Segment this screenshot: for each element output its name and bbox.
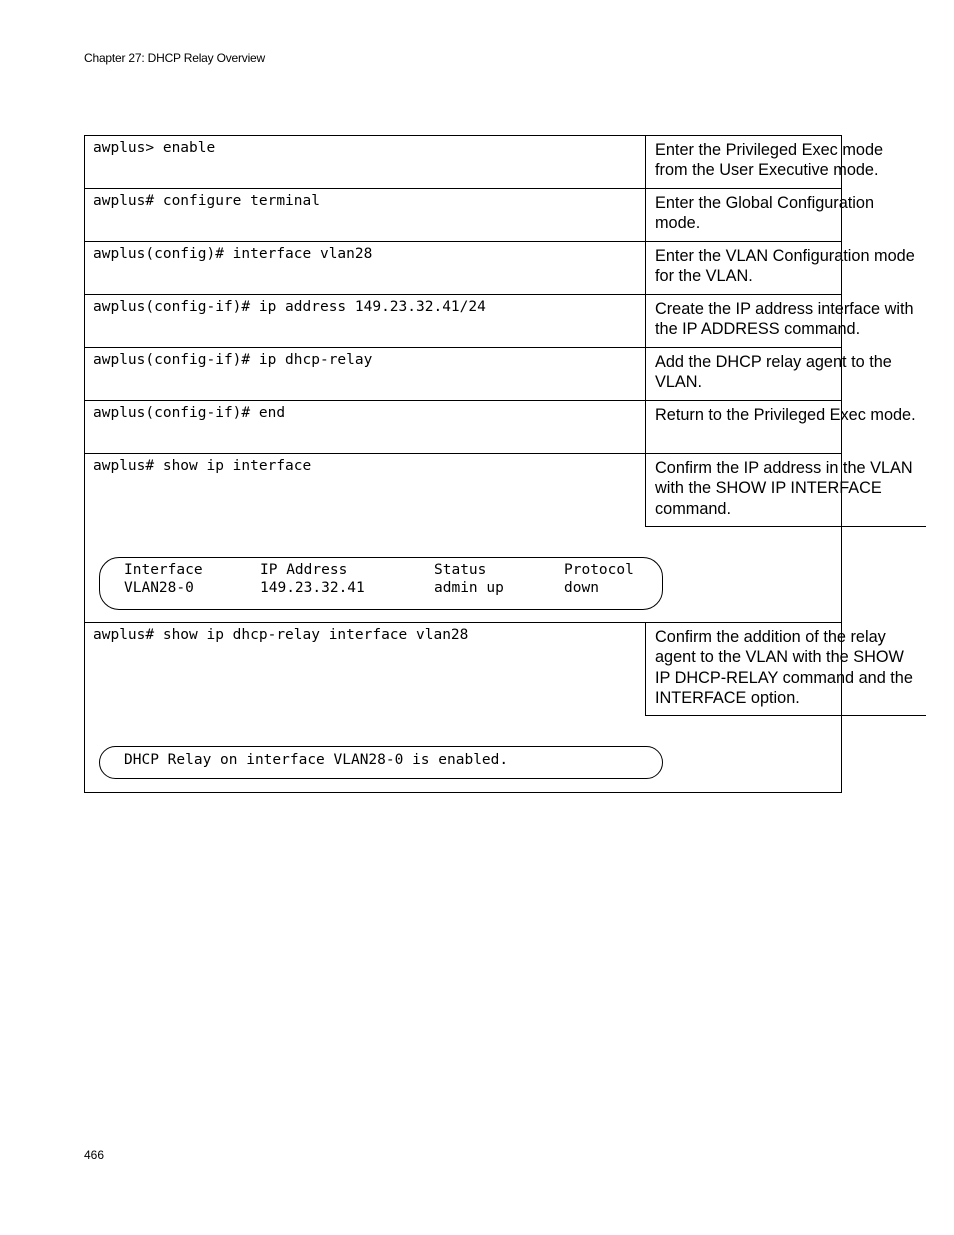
command-text: awplus(config-if)# end	[93, 405, 286, 421]
command-text: awplus# show ip interface	[93, 458, 312, 474]
output-line: DHCP Relay on interface VLAN28-0 is enabled.	[124, 752, 509, 768]
dhcp-relay-output	[99, 746, 663, 779]
page-number: 466	[84, 1148, 105, 1162]
table-row	[84, 135, 884, 188]
command-text: awplus(config-if)# ip address 149.23.32.41/24	[93, 299, 486, 315]
ip-interface-output	[99, 557, 663, 610]
command-text: awplus(config-if)# ip dhcp-relay	[93, 352, 373, 368]
output-value-interface: VLAN28-0	[124, 580, 194, 596]
output-header-status: Status	[434, 562, 487, 578]
description-text: Enter the Global Configuration mode.	[645, 188, 926, 241]
output-value-ip-address: 149.23.32.41	[260, 580, 365, 596]
table-row	[84, 347, 892, 400]
output-header-protocol: Protocol	[564, 562, 634, 578]
table-row	[84, 241, 915, 294]
table-row	[84, 188, 875, 241]
output-value-status: admin up	[434, 580, 504, 596]
description-text: Create the IP address interface with the IP ADDRESS command.	[645, 294, 926, 347]
command-text: awplus# show ip dhcp-relay interface vlan28	[93, 627, 469, 643]
description-text: Return to the Privileged Exec mode.	[645, 400, 926, 453]
description-text: Enter the VLAN Configuration mode for the VLAN.	[645, 241, 926, 294]
output-header-ip-address: IP Address	[260, 562, 348, 578]
description-text: Confirm the addition of the relay agent to the VLAN with the SHOW IP DHCP-RELAY command and the INTERFACE option.	[645, 622, 926, 716]
output-value-protocol: down	[564, 580, 599, 596]
command-text: awplus(config)# interface vlan28	[93, 246, 373, 262]
table-row	[84, 400, 916, 453]
table-row	[84, 294, 914, 347]
command-text: awplus# configure terminal	[93, 193, 320, 209]
description-text: Add the DHCP relay agent to the VLAN.	[645, 347, 926, 400]
chapter-header: Chapter 27: DHCP Relay Overview	[84, 51, 265, 65]
description-text: Confirm the IP address in the VLAN with the SHOW IP INTERFACE command.	[645, 453, 926, 527]
output-header-interface: Interface	[124, 562, 203, 578]
command-text: awplus> enable	[93, 140, 216, 156]
description-text: Enter the Privileged Exec mode from the User Executive mode.	[645, 135, 926, 188]
